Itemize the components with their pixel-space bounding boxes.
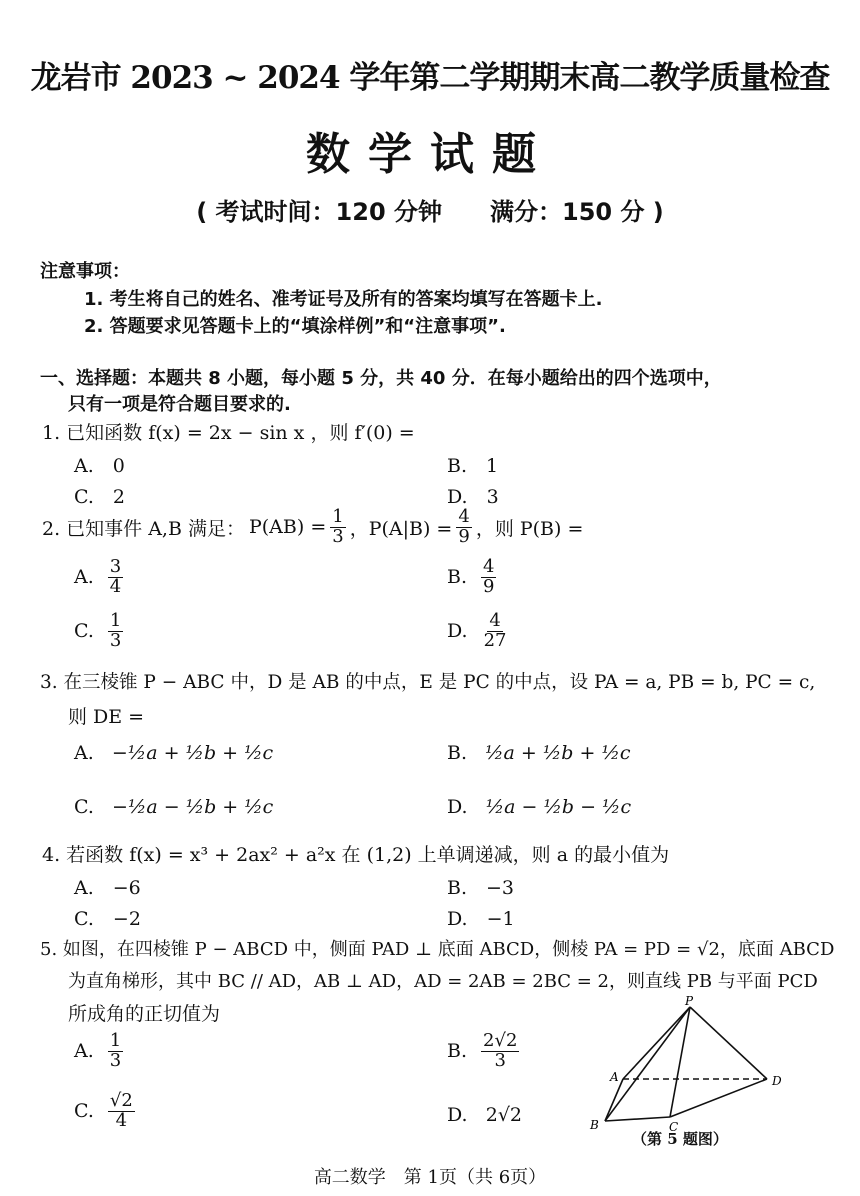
q5-d-label: D.: [447, 1104, 468, 1126]
q1-option-b: B. 1: [447, 455, 499, 477]
q3-c-expr: −½a − ½b + ½c: [112, 796, 274, 818]
q2-option-b: [447, 558, 496, 597]
question-4-stem: 4. 若函数 f(x) = x³ + 2ax² + a²x 在 (1,2) 上单调递减，则 a 的最小值为: [42, 844, 670, 866]
q2-suffix: ，则 P(B) =: [475, 517, 584, 540]
q2-p1: P(AB) =: [248, 516, 327, 539]
edge-pb: [605, 1007, 690, 1121]
q3-c-label: C.: [74, 796, 94, 818]
section-heading: 一、选择题：本题共 8 小题，每小题 5 分，共 40 分．在每小题给出的四个选项中，: [40, 368, 722, 389]
q5-a-num: 1: [109, 1030, 122, 1051]
q2-prefix: 2. 已知事件 A,B 满足：: [42, 517, 245, 540]
q2-a-den: 4: [109, 575, 122, 597]
q3-option-d: [447, 796, 631, 818]
question-3-stem: 3. 在三棱锥 P − ABC 中，D 是 AB 的中点，E 是 PC 的中点，设 PA = a, PB = b, PC = c,: [40, 672, 816, 693]
question-5-stem-3: 所成角的正切值为: [68, 1003, 221, 1025]
q5-c-label: C.: [74, 1100, 94, 1123]
label-c: C: [669, 1120, 679, 1134]
subject-title: 数学试题: [306, 129, 554, 180]
q4-option-a: A. −6: [74, 877, 141, 899]
q2-c-den: 3: [109, 629, 122, 651]
q4-option-c: C. −2: [74, 908, 141, 930]
q5-option-b: [447, 1032, 519, 1071]
q3-a-label: A.: [74, 742, 94, 764]
label-b: B: [590, 1118, 599, 1132]
q2-a-num: 3: [109, 556, 122, 577]
q2-option-d: [447, 612, 509, 651]
q2-f2-num: 4: [458, 506, 470, 527]
q2-f1-num: 1: [332, 506, 344, 527]
label-d: D: [772, 1074, 782, 1088]
q2-frac-1: [330, 508, 345, 547]
q3-option-a: [74, 742, 273, 764]
q2-f1-den: 3: [332, 525, 344, 547]
q5-c-den: 4: [115, 1109, 128, 1131]
label-a: A: [610, 1070, 619, 1084]
q2-d-label: D.: [447, 620, 468, 643]
q5-b-den: 3: [494, 1049, 506, 1071]
notice-item-2: 2. 答题要求见答题卡上的“填涂样例”和“注意事项”.: [84, 316, 506, 337]
exam-title: 龙岩市 2023 ~ 2024 学年第二学期期末高二教学质量检查: [30, 60, 830, 96]
question-3-stem-cont: 则 DE =: [68, 706, 145, 728]
q2-c-num: 1: [109, 610, 122, 631]
q3-b-expr: ½a + ½b + ½c: [485, 742, 631, 764]
notice-item-1: 1. 考生将自己的姓名、准考证号及所有的答案均填写在答题卡上.: [84, 289, 603, 310]
edge-bc: [605, 1117, 670, 1121]
q5-d-value: 2√2: [485, 1104, 523, 1126]
q1-option-c: C. 2: [74, 486, 125, 508]
q2-c-label: C.: [74, 620, 94, 643]
question-5-stem: 5. 如图，在四棱锥 P − ABCD 中，侧面 PAD ⊥ 底面 ABCD，侧棱 PA = PD = √2，底面 ABCD: [40, 939, 835, 960]
q5-a-den: 3: [109, 1049, 122, 1071]
question-5-stem-2: 为直角梯形，其中 BC // AD，AB ⊥ AD，AD = 2AB = 2BC = 2，则直线 PB 与平面 PCD: [68, 971, 818, 992]
q4-option-b: B. −3: [447, 877, 515, 899]
q2-frac-2: [456, 508, 471, 547]
q2-b-den: 9: [483, 575, 495, 597]
notice-heading: 注意事项：: [40, 261, 130, 282]
q4-option-d: D. −1: [447, 908, 515, 930]
edge-pc: [670, 1007, 690, 1117]
section-heading-cont: 只有一项是符合题目要求的.: [68, 394, 291, 415]
q1-option-a: A. 0: [74, 455, 125, 477]
q3-d-expr: ½a − ½b − ½c: [485, 796, 632, 818]
q2-a-label: A.: [74, 566, 94, 589]
q2-p2: ，P(A|B) =: [349, 517, 453, 540]
figure-caption: （第 5 题图）: [632, 1130, 728, 1148]
question-1-stem: 1. 已知函数 f(x) = 2x − sin x ，则 f′(0) =: [42, 422, 415, 444]
label-p: P: [685, 995, 694, 1008]
q3-option-c: [74, 796, 273, 818]
q3-b-label: B.: [447, 742, 468, 764]
q2-option-a: [74, 558, 123, 597]
q5-option-c: [74, 1092, 135, 1131]
q3-a-expr: −½a + ½b + ½c: [111, 742, 274, 764]
q5-option-a: [74, 1032, 123, 1071]
q2-f2-den: 9: [458, 525, 470, 547]
exam-info: ( 考试时间：120 分钟 满分：150 分 ): [196, 198, 664, 226]
q5-b-label: B.: [447, 1040, 468, 1063]
q2-option-c: [74, 612, 123, 651]
edge-pa: [623, 1007, 690, 1079]
question-2-stem: [42, 508, 583, 547]
q5-c-num: √2: [109, 1090, 133, 1111]
q5-option-d: [447, 1104, 522, 1126]
edge-cd: [670, 1079, 767, 1117]
q5-b-num: 2√2: [483, 1030, 518, 1051]
edge-pd: [690, 1007, 767, 1079]
q2-b-label: B.: [447, 566, 468, 589]
q3-option-b: [447, 742, 631, 764]
q1-option-d: D. 3: [447, 486, 499, 508]
q3-d-label: D.: [447, 796, 468, 818]
q2-d-num: 4: [489, 610, 501, 631]
q2-d-den: 27: [483, 629, 507, 651]
q2-b-num: 4: [483, 556, 495, 577]
q5-a-label: A.: [74, 1040, 94, 1063]
page-footer: 高二数学 第 1页（共 6页）: [313, 1167, 547, 1188]
